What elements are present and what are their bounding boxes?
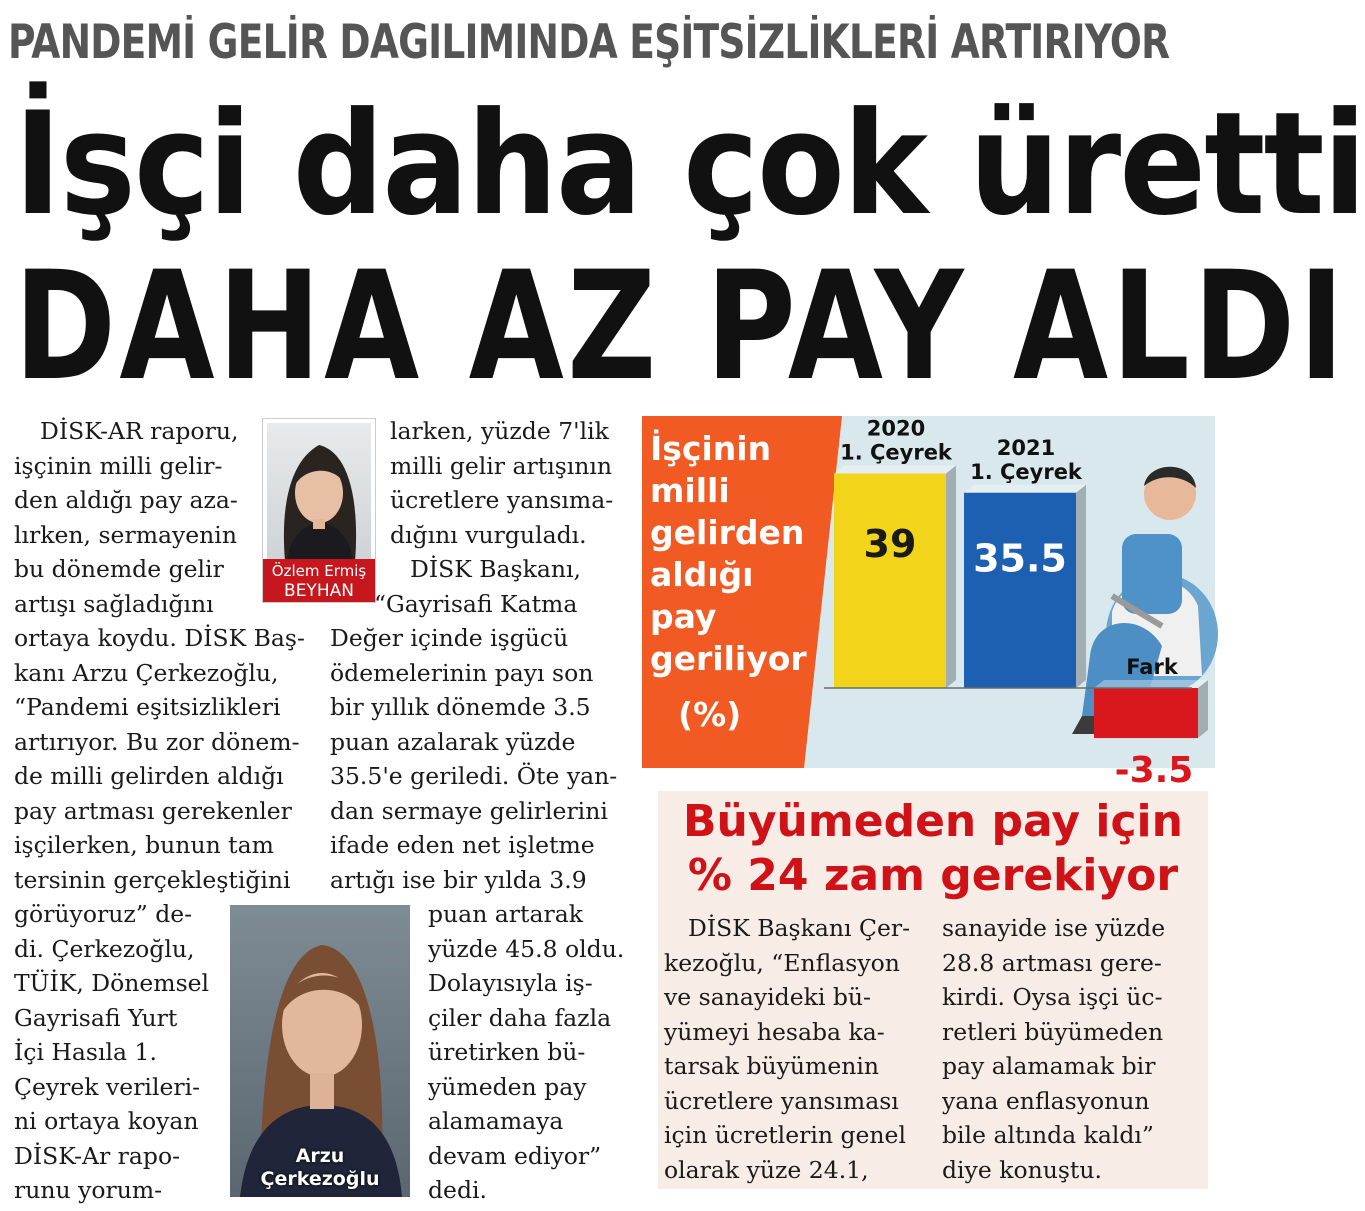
text-line: dedi. (428, 1176, 487, 1204)
text-line: yümeyi hesaba ka- (664, 1017, 885, 1046)
text-line: üretirken bü- (428, 1038, 586, 1066)
text-line: “Gayrisafi Katma (374, 589, 578, 618)
bar-top (1094, 680, 1208, 688)
article-column-2-mid (330, 552, 617, 897)
chart-unit-label: (%) (678, 695, 742, 734)
author-portrait-image (267, 423, 371, 561)
bar-top (964, 485, 1086, 493)
text-line: DİSK-AR raporu, (40, 417, 239, 445)
category-label: 2020 (866, 416, 926, 441)
text-line: di. Çerkezoğlu, (14, 934, 195, 963)
bar-top (834, 466, 956, 474)
chart-title-line: pay (650, 597, 717, 636)
text-line: yümeden pay (428, 1072, 587, 1101)
sidebar-headline-line2: % 24 zam gerekiyor (687, 850, 1179, 901)
author-last-name: BEYHAN (284, 581, 354, 601)
text-line: çiler daha fazla (428, 1003, 612, 1032)
bar-2 (1094, 688, 1198, 738)
text-line: DİSK Başkanı, (410, 555, 581, 583)
text-line: ücretlere yansıma- (390, 486, 614, 514)
bar-side (1076, 485, 1086, 688)
sidebar-box (658, 791, 1208, 1189)
text-line: işçilerken, bunun tam (14, 831, 274, 859)
author-first-name: Özlem Ermiş (271, 562, 367, 580)
bar-side (946, 466, 956, 689)
text-line: olarak yüze 24.1, (664, 1155, 869, 1184)
chart-title (650, 428, 807, 736)
text-line: ve sanayideki bü- (664, 983, 871, 1011)
text-line: lırken, sermayenin (14, 520, 237, 549)
bar-value-label: 39 (863, 522, 917, 567)
main-headline-line2: DAHA AZ PAY ALDI (14, 240, 1348, 414)
text-line: puan artarak (428, 900, 583, 928)
text-line: yüzde 45.8 oldu. (428, 934, 625, 963)
bar-1 (964, 493, 1076, 688)
category-label: 2021 (996, 435, 1056, 460)
text-line: işçinin milli gelir- (14, 451, 223, 480)
text-line: alamamaya (428, 1107, 564, 1135)
bar-value-label: -3.5 (1114, 750, 1194, 792)
text-line: 35.5'e geriledi. Öte yan- (330, 762, 618, 790)
article-column-2-top (390, 414, 613, 552)
text-line: bir yıllık dönemde 3.5 (330, 693, 591, 721)
text-line: ödemelerinin payı son (330, 658, 594, 687)
text-line: DİSK-Ar rapo- (14, 1141, 181, 1170)
text-line: devam ediyor” (428, 1141, 602, 1170)
text-line: den aldığı pay aza- (14, 486, 238, 514)
sidebar-headline-line1: Büyümeden pay için (683, 796, 1183, 847)
text-line: pay alamamak bir (942, 1052, 1156, 1080)
category-label: 1. Çeyrek (840, 440, 952, 465)
text-line: artırıyor. Bu zor dönem- (14, 727, 300, 756)
bar-value-label: 35.5 (973, 536, 1067, 581)
sidebar-column-right (942, 911, 1165, 1187)
subject-first-name: Arzu (295, 1145, 345, 1167)
text-line: Dolayısıyla iş- (428, 969, 593, 997)
text-line: yana enflasyonun (942, 1086, 1150, 1115)
subject-caption (230, 1145, 410, 1191)
text-line: runu yorum- (14, 1176, 163, 1204)
text-line: larken, yüzde 7'lik (390, 417, 609, 445)
text-line: pay artması gerekenler (14, 796, 292, 825)
chart-title-line: gelirden (650, 513, 805, 552)
text-line: kanı Arzu Çerkezoğlu, (14, 658, 279, 687)
text-line: dan sermaye gelirlerini (330, 796, 608, 825)
text-line: puan azalarak yüzde (330, 727, 576, 756)
text-line: sanayide ise yüzde (942, 914, 1166, 942)
text-line: artığı ise bir yılda 3.9 (330, 865, 587, 894)
text-line: DİSK Başkanı Çer- (688, 914, 911, 942)
text-line: kezoğlu, “Enflasyon (664, 948, 900, 977)
text-line: de milli gelirden aldığı (14, 762, 284, 790)
category-label: Fark (1126, 655, 1178, 679)
text-line: artışı sağladığını (14, 589, 214, 618)
text-line: tarsak büyümenin (664, 1052, 880, 1080)
text-line: “Pandemi eşitsizlikleri (14, 693, 281, 721)
text-line: görüyoruz” de- (14, 900, 193, 928)
text-line: için ücretlerin genel (664, 1121, 906, 1149)
bar-side (1198, 680, 1208, 738)
text-line: Değer içinde işgücü (330, 624, 569, 652)
text-line: bile altında kaldı” (942, 1121, 1154, 1149)
sidebar-headline (658, 795, 1208, 903)
subject-last-name: Çerkezoğlu (260, 1168, 380, 1190)
chart-title-line: geriliyor (650, 639, 807, 678)
chart-title-line: aldığı (650, 555, 754, 594)
kicker-headline: PANDEMİ GELİR DAGILIMINDA EŞİTSİZLİKLERİ ARTIRIYOR (8, 15, 1170, 70)
text-line: kirdi. Oysa işçi üc- (942, 983, 1163, 1011)
text-line: tersinin gerçekleştiğini (14, 865, 291, 894)
subject-photo (230, 905, 410, 1197)
chart-title-line: milli (650, 471, 730, 510)
sidebar-column-left (664, 911, 910, 1187)
chart-title-line: İşçinin (650, 429, 772, 468)
text-line: dığını vurguladı. (390, 520, 587, 549)
article-column-2-bottom (428, 897, 624, 1208)
text-line: milli gelir artışının (390, 451, 613, 480)
text-line: ortaya koydu. DİSK Baş- (14, 624, 305, 652)
text-line: ni ortaya koyan (14, 1107, 199, 1135)
text-line: TÜİK, Dönemsel (14, 969, 210, 997)
text-line: retleri büyümeden (942, 1017, 1164, 1046)
text-line: bu dönemde gelir (14, 555, 224, 583)
text-line: Gayrisafi Yurt (14, 1003, 178, 1032)
bar-0 (834, 474, 946, 689)
text-line: ücretlere yansıması (664, 1086, 899, 1115)
infographic-chart (642, 416, 1215, 792)
text-line: Çeyrek verileri- (14, 1072, 201, 1101)
text-line: ifade eden net işletme (330, 831, 595, 859)
text-line: 28.8 artması gere- (942, 948, 1162, 977)
main-headline-line1: İşçi daha çok üretti (14, 82, 1365, 247)
text-line: İçi Hasıla 1. (14, 1038, 157, 1066)
text-line: diye konuştu. (942, 1155, 1102, 1184)
category-label: 1. Çeyrek (970, 459, 1082, 484)
